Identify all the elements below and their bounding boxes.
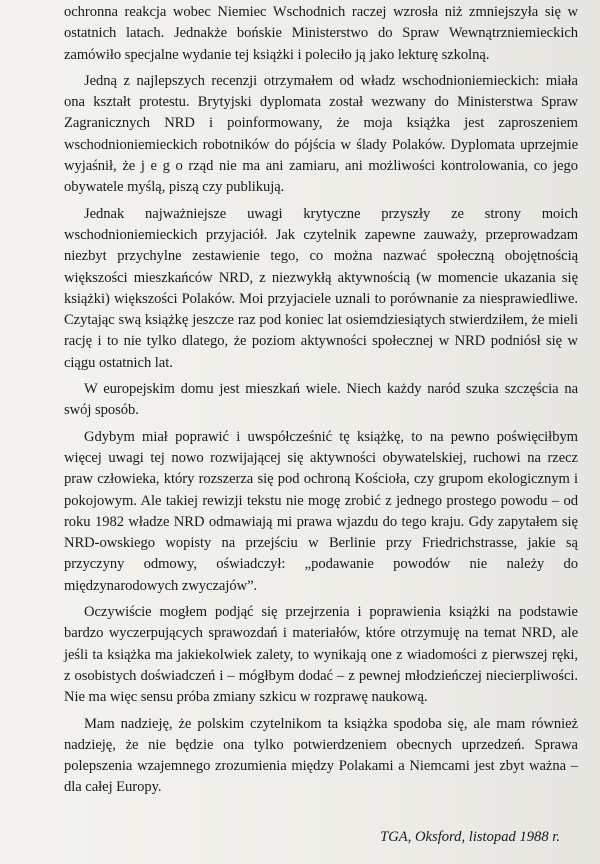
paragraph-7: Mam nadzieję, że polskim czytelnikom ta książka spodoba się, ale mam również nadzieję, że nie będzie ona tylko potwierdzeniem obecnych uprzedzeń. Sprawa polepszenia wzajemnego zrozumienia między Polakami a Niemcami jest zbyt ważna – dla całej Europy. <box>64 715 578 796</box>
signature: TGA, Oksford, listopad 1988 r. <box>380 828 560 845</box>
paragraph-3: Jednak najważniejsze uwagi krytyczne przyszły ze strony moich wschodnioniemieckich przyjaciół. Jak czytelnik zapewne zauważy, przeprowadzam niezbyt przychylne zestawienie tego, co można nazwać społeczną obojętnością większości mieszkańców NRD, z niezwykłą aktywnością (w momencie ukazania się książki) większości Polaków. Moi przyjaciele uznali to porównanie za niesprawiedliwe. Czytając swą książkę jeszcze raz pod koniec lat osiemdziesiątych stwierdziłem, że mieli rację i to nie tylko dlatego, że poziom aktywności społecznej w NRD podniósł się w ciągu ostatnich lat. <box>64 205 578 371</box>
body-text <box>64 2 578 799</box>
paragraph-4: W europejskim domu jest mieszkań wiele. Niech każdy naród szuka szczęścia na swój sposób. <box>64 381 578 419</box>
paragraph-1: ochronna reakcja wobec Niemiec Wschodnich raczej wzrosła niż zmniejszyła się w ostatnich latach. Jednakże bońskie Ministerstwo do Spraw Wewnątrzniemieckich zamówiło specjalne wydanie tej książki i poleciło ją jako lekturę szkolną. <box>64 4 578 63</box>
paragraph-5: Gdybym miał poprawić i uwspółcześnić tę książkę, to na pewno poświęciłbym więcej uwagi tej nowo rozwijającej się aktywności obywatelskiej, ruchowi na rzecz praw człowieka, który rozszerza się pod ochroną Kościoła, czy grupom ekologicznym i pokojowym. Ale takiej rewizji tekstu nie mogę zrobić z jednego prostego powodu – od roku 1982 władze NRD odmawiają mi prawa wjazdu do tego kraju. Gdy zapytałem się NRD-owskiego wopisty na przejściu w Berlinie przy Friedrichstrasse, jakie są przyczyny odmowy, oświadczył: „podawanie powodów nie należy do międzynarodowych zwyczajów”. <box>64 428 578 594</box>
paragraph-2: Jedną z najlepszych recenzji otrzymałem od władz wschodnioniemieckich: miała ona kształt protestu. Brytyjski dyplomata został wezwany do Ministerstwa Spraw Zagranicznych NRD i poinformowany, że moja książka jest zaproszeniem wschodnioniemieckich robotników do pójścia w ślady Polaków. Dyplomata uprzejmie wyjaśnił, że j e g o rząd nie ma ani zamiaru, ani możliwości kontrolowania, co jego obywatele myślą, piszą czy publikują. <box>64 72 578 196</box>
paragraph-6: Oczywiście mogłem podjąć się przejrzenia i poprawienia książki na podstawie bardzo wyczerpujących sprawozdań i materiałów, które otrzymuję na temat NRD, ale jeśli ta książka ma jakiekolwiek zalety, to wynikają one z wiadomości z pierwszej ręki, z osobistych doświadczeń i – mógłbym dodać – z pewnej młodzieńczej niecierpliwości. Nie ma więc sensu próba zmiany szkicu w rozprawę naukową. <box>64 604 578 706</box>
